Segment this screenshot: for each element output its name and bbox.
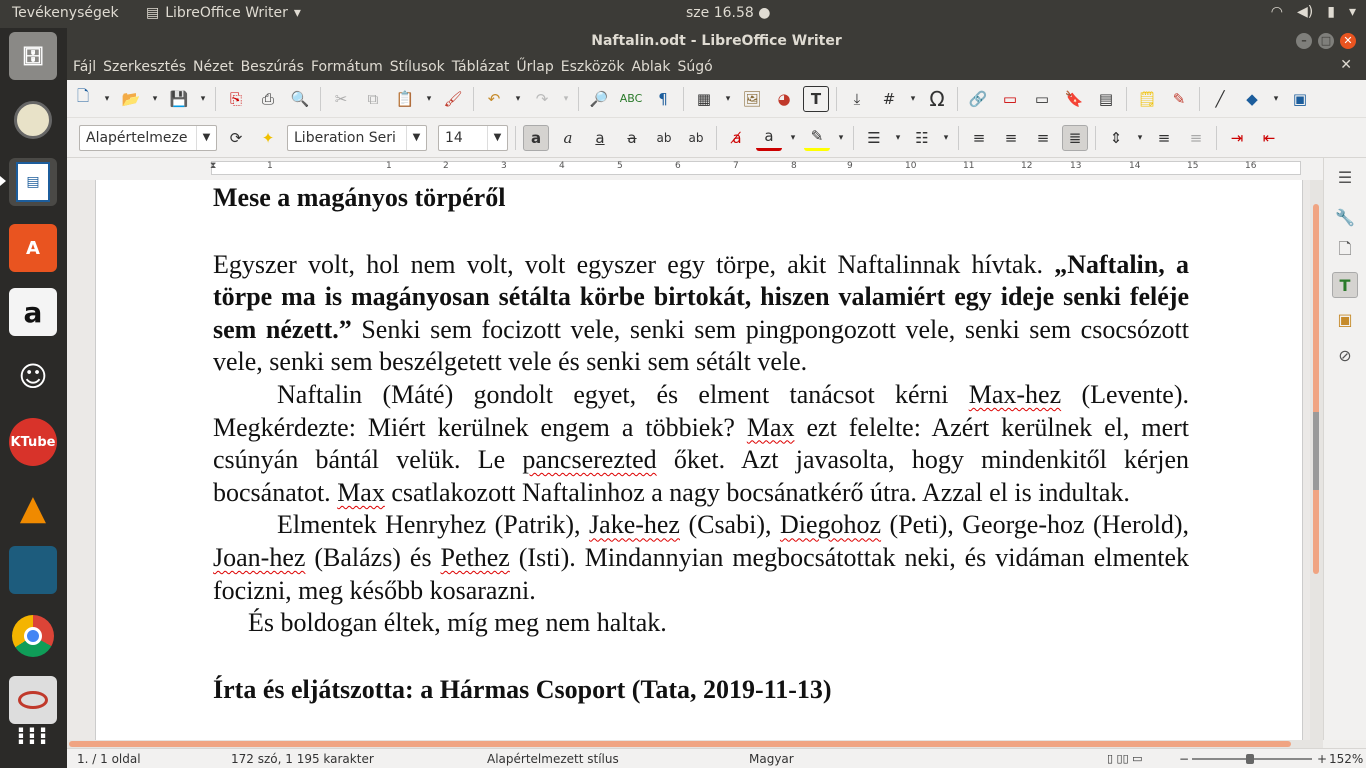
separator — [1199, 87, 1200, 111]
insert-textbox-icon[interactable]: T — [803, 86, 829, 112]
menu-help[interactable]: Súgó — [677, 59, 713, 75]
window-app-icon[interactable] — [9, 546, 57, 594]
font-name-value: Liberation Seri — [294, 129, 396, 146]
separator — [320, 87, 321, 111]
ktube-icon[interactable]: KTube — [9, 418, 57, 466]
status-bar — [67, 748, 1366, 768]
separator — [716, 126, 717, 150]
vlc-icon[interactable]: ▲ — [19, 488, 47, 528]
misspelled-word: Pethez — [440, 542, 510, 572]
blank-line — [213, 640, 1189, 673]
text-run: (Peti), George-hoz (Herold), — [881, 510, 1190, 540]
text-run: Elmentek Henryhez (Patrik), — [277, 510, 590, 540]
ruler-number: 10 — [905, 161, 917, 171]
insert-image-icon[interactable]: 🖼 — [742, 89, 762, 108]
update-style-icon[interactable]: ⟳ — [229, 128, 243, 147]
numbered-list-icon[interactable]: ☷ — [915, 128, 929, 147]
document-text[interactable] — [213, 180, 1189, 708]
zoom-in-icon[interactable]: + — [1317, 752, 1328, 766]
italic-icon[interactable]: a — [563, 128, 573, 147]
font-color-icon[interactable]: a — [756, 125, 782, 151]
line-spacing-dropdown-icon[interactable]: ▾ — [1137, 132, 1143, 143]
formatting-marks-icon[interactable]: ¶ — [658, 89, 668, 108]
line-spacing-icon[interactable]: ⇕ — [1109, 128, 1123, 147]
decrease-paragraph-spacing-icon[interactable]: ≡ — [1189, 128, 1203, 147]
increase-paragraph-spacing-icon[interactable]: ≡ — [1157, 128, 1171, 147]
clone-formatting-icon[interactable]: 🖌 — [443, 89, 463, 108]
new-style-icon[interactable]: ✦ — [261, 128, 275, 147]
paragraph-style-select[interactable] — [79, 125, 217, 151]
numbered-dropdown-icon[interactable]: ▾ — [943, 132, 949, 143]
ruler-number: 9 — [847, 161, 853, 171]
misspelled-word: Max — [337, 477, 385, 507]
font-color-dropdown-icon[interactable]: ▾ — [790, 132, 796, 143]
special-character-icon[interactable]: Ω — [929, 86, 945, 111]
ruler-number: 1 — [386, 161, 392, 171]
properties-icon[interactable]: 🔧 — [1335, 207, 1355, 227]
signature-line: Írta és eljátszotta: a Hármas Csoport (Tata, 2019-11-13) — [213, 675, 832, 705]
subscript-icon[interactable]: ab — [688, 130, 704, 145]
system-tray[interactable] — [1271, 4, 1356, 20]
menu-format[interactable]: Formátum — [310, 59, 383, 75]
active-app-indicator — [0, 176, 6, 186]
menu-window[interactable]: Ablak — [631, 59, 671, 75]
text-run: Naftalin (Máté) gondolt egyet, és elment tanácsot kérni — [277, 379, 969, 409]
print-icon[interactable]: ⎙ — [261, 89, 274, 108]
launcher — [0, 28, 67, 768]
hyperlink-icon[interactable]: 🔗 — [968, 89, 988, 108]
font-size-select[interactable] — [438, 125, 508, 151]
open-icon[interactable]: 📂 — [121, 89, 141, 108]
menu-tools[interactable]: Eszközök — [560, 59, 625, 75]
align-left-icon[interactable]: ≡ — [972, 128, 986, 147]
word-count[interactable]: 172 szó, 1 195 karakter — [231, 752, 374, 766]
cross-reference-icon[interactable]: ▤ — [1098, 89, 1114, 108]
menu-edit[interactable]: Szerkesztés — [103, 59, 187, 75]
misspelled-word: Jake-hez — [589, 510, 680, 540]
blank-line — [213, 216, 1189, 249]
bold-quote: „Naftalin, a törpe ma is magányosan sétálta körbe birtokát, hiszen valamiért egy ideje senki feléje sem nézett.” — [213, 249, 1189, 344]
copy-icon[interactable]: ⧉ — [367, 89, 379, 108]
activities-button[interactable]: Tevékenységek — [12, 5, 119, 21]
power-menu-icon[interactable]: ▾ — [1348, 4, 1356, 20]
clear-formatting-icon[interactable]: a̸ — [732, 128, 742, 147]
text-run: őket. Azt javasolta, hogy mindenkitől kérjen bocsánatot. — [213, 445, 1189, 507]
text-run: (Balázs) és — [305, 542, 441, 572]
vertical-scroll-thumb[interactable] — [1313, 204, 1319, 574]
text-run: (Isti). Mindannyian megbocsátottak neki, és vidáman elmentek focizni, meg később kosarazni. — [213, 542, 1190, 605]
misspelled-word: pancserezted — [522, 445, 657, 475]
vertical-scrollbar[interactable] — [1310, 180, 1323, 740]
ruler-number: 14 — [1129, 161, 1141, 171]
text-run: csatlakozott Naftalinhoz a nagy bocsánatkérő útra. Azzal el is indultak. — [384, 477, 1130, 507]
draw-functions-icon[interactable]: ▣ — [1292, 89, 1308, 108]
find-replace-icon[interactable]: 🔎 — [589, 89, 609, 108]
text-run: (Csabi), — [679, 510, 780, 540]
print-preview-icon[interactable]: 🔍 — [290, 89, 310, 108]
separator — [1216, 126, 1217, 150]
text-run: Senki sem focizott vele, senki sem pingpongozott vele, senki sem csocsózott vele, senki sem beszélgetett vele és senki sem sétált vele. — [213, 314, 1189, 377]
navigator-icon[interactable]: ⊘ — [1338, 345, 1352, 365]
amazon-icon[interactable]: a — [9, 288, 57, 336]
basic-shapes-icon[interactable]: ◆ — [1246, 89, 1258, 108]
misspelled-word: Diegohoz — [779, 510, 882, 540]
clock-label: sze 16.58 — [686, 5, 754, 21]
insert-line-icon[interactable]: ╱ — [1215, 89, 1225, 108]
horizontal-ruler[interactable] — [67, 158, 1323, 180]
paste-icon[interactable]: 📋 — [395, 89, 415, 108]
field-dropdown-icon[interactable]: ▾ — [910, 93, 916, 104]
page-icon[interactable]: 🗋 — [1338, 238, 1352, 258]
cut-icon[interactable]: ✂ — [334, 89, 348, 108]
formatting-toolbar — [67, 118, 1366, 158]
highlight-dropdown-icon[interactable]: ▾ — [838, 132, 844, 143]
spelling-icon[interactable]: ABC — [619, 92, 643, 105]
close-document-icon[interactable]: ✕ — [1340, 57, 1352, 73]
text-run: (Levente). Megkérdezte: Miért kerülnek engem a többiek? — [213, 379, 1189, 442]
redo-icon[interactable]: ↷ — [535, 89, 549, 108]
chevron-down-icon: ▼ — [487, 126, 507, 150]
zoom-slider-handle[interactable] — [1246, 754, 1254, 764]
ruler-number: 13 — [1070, 161, 1082, 171]
footnote-icon[interactable]: ▭ — [1002, 89, 1018, 108]
gallery-icon[interactable]: ▣ — [1337, 309, 1353, 329]
bold-icon[interactable]: a — [523, 125, 549, 151]
maximize-button[interactable]: □ — [1318, 33, 1334, 49]
decrease-indent-icon[interactable]: ⇤ — [1262, 128, 1276, 147]
scroll-position-marker — [1313, 412, 1319, 490]
unknown-app-icon[interactable]: ☺ — [18, 359, 48, 393]
paragraph-4: És boldogan éltek, míg meg nem haltak. — [248, 608, 667, 638]
minimize-button[interactable]: – — [1296, 33, 1312, 49]
volume-icon[interactable]: ◀) — [1297, 4, 1314, 20]
window-titlebar — [67, 28, 1366, 54]
chevron-down-icon: ▼ — [406, 126, 426, 150]
wifi-icon[interactable]: ◠ — [1270, 4, 1284, 20]
redo-dropdown-icon[interactable]: ▾ — [563, 93, 569, 104]
text-run: Egyszer volt, hol nem volt, volt egyszer egy törpe, akit Naftalinnak hívtak. — [213, 249, 1055, 279]
misspelled-word: Joan-hez — [213, 542, 306, 572]
app-menu-label: LibreOffice Writer — [165, 5, 288, 21]
separator — [473, 87, 474, 111]
clock[interactable] — [686, 5, 770, 21]
writer-small-icon: ▤ — [146, 5, 160, 21]
app-grid-icon[interactable]: ⁝⁝⁝ — [16, 722, 50, 750]
underline-icon[interactable]: a — [595, 128, 605, 147]
menu-form[interactable]: Űrlap — [516, 59, 554, 75]
page-count[interactable]: 1. / 1 oldal — [77, 752, 141, 766]
styles-icon[interactable]: T — [1332, 272, 1358, 298]
chevron-down-icon: ▾ — [293, 5, 301, 21]
endnote-icon[interactable]: ▭ — [1034, 89, 1050, 108]
font-size-value: 14 — [445, 129, 463, 146]
undo-dropdown-icon[interactable]: ▾ — [515, 93, 521, 104]
align-center-icon[interactable]: ≡ — [1004, 128, 1018, 147]
notification-dot-icon: ● — [758, 5, 771, 21]
menu-table[interactable]: Táblázat — [451, 59, 510, 75]
separator — [1126, 87, 1127, 111]
separator — [578, 87, 579, 111]
horizontal-scroll-thumb[interactable] — [69, 741, 1291, 747]
table-dropdown-icon[interactable]: ▾ — [725, 93, 731, 104]
document-page[interactable] — [95, 180, 1303, 740]
comment-icon[interactable]: 🗒 — [1137, 89, 1157, 108]
misspelled-word: Max-hez — [968, 379, 1062, 409]
view-layout-icons[interactable]: ▯ ▯▯ ▭ — [1107, 752, 1143, 765]
separator — [853, 126, 854, 150]
paragraph-style-value: Alapértelmeze — [86, 129, 188, 146]
ruler-number: 11 — [963, 161, 975, 171]
window-title: Naftalin.odt - LibreOffice Writer — [591, 33, 842, 49]
chrome-icon[interactable] — [9, 612, 57, 660]
save-icon[interactable]: 💾 — [169, 89, 189, 108]
justify-icon[interactable]: ≣ — [1062, 125, 1088, 151]
ruler-number: 1 — [267, 161, 273, 171]
bullet-list-icon[interactable]: ☰ — [867, 128, 881, 147]
misspelled-word: Max — [746, 412, 795, 442]
separator — [515, 126, 516, 150]
menubar — [67, 54, 1366, 80]
paragraph-3 — [213, 509, 1189, 607]
ruler-indent-marker[interactable]: ⧗ — [210, 161, 217, 171]
standard-toolbar — [67, 80, 1366, 118]
shapes-dropdown-icon[interactable]: ▾ — [1273, 93, 1279, 104]
ruler-number: 8 — [791, 161, 797, 171]
page-break-icon[interactable]: ⤓ — [853, 89, 861, 108]
files-icon[interactable]: 🗄 — [9, 32, 57, 80]
zoom-out-icon[interactable]: − — [1179, 752, 1190, 766]
app-menu[interactable] — [146, 5, 301, 21]
software-center-icon[interactable]: A — [9, 224, 57, 272]
separator — [836, 87, 837, 111]
bullet-dropdown-icon[interactable]: ▾ — [895, 132, 901, 143]
strikethrough-icon[interactable]: a — [627, 128, 637, 147]
insert-table-icon[interactable]: ▦ — [696, 89, 712, 108]
ruler-number: 5 — [617, 161, 623, 171]
document-area[interactable] — [67, 180, 1323, 740]
bookmark-icon[interactable]: 🔖 — [1064, 89, 1084, 108]
sidebar-menu-icon[interactable]: ☰ — [1337, 167, 1353, 187]
ruler-number: 2 — [443, 161, 449, 171]
ruler-number: 15 — [1187, 161, 1199, 171]
ruler-number: 6 — [675, 161, 681, 171]
zoom-level[interactable]: 152% — [1329, 752, 1364, 766]
undo-icon[interactable]: ↶ — [487, 89, 501, 108]
save-dropdown-icon[interactable]: ▾ — [200, 93, 206, 104]
rhythmbox-icon[interactable] — [9, 96, 57, 144]
track-changes-icon[interactable]: ✎ — [1172, 89, 1186, 108]
battery-icon[interactable]: ▮ — [1327, 4, 1335, 20]
open-dropdown-icon[interactable]: ▾ — [152, 93, 158, 104]
superscript-icon[interactable]: ab — [656, 130, 672, 145]
increase-indent-icon[interactable]: ⇥ — [1230, 128, 1244, 147]
new-dropdown-icon[interactable]: ▾ — [104, 93, 110, 104]
menu-view[interactable]: Nézet — [193, 59, 234, 75]
separator — [1095, 126, 1096, 150]
page-style[interactable]: Alapértelmezett stílus — [487, 752, 619, 766]
top-panel — [0, 0, 1366, 28]
font-name-select[interactable] — [287, 125, 427, 151]
insert-chart-icon[interactable]: ◕ — [777, 89, 791, 108]
libreoffice-writer-icon[interactable]: ▤ — [9, 158, 57, 206]
highlight-icon[interactable]: ✎ — [804, 125, 830, 151]
menu-file[interactable]: Fájl — [73, 59, 97, 75]
new-document-icon[interactable]: 🗋 — [76, 87, 90, 105]
sidebar-deck — [1323, 158, 1366, 740]
align-right-icon[interactable]: ≡ — [1036, 128, 1050, 147]
text-run: ezt felelte: Azért kerülnek el, mert csúnyán bántál velük. Le — [213, 412, 1189, 475]
paste-dropdown-icon[interactable]: ▾ — [426, 93, 432, 104]
paragraph-1 — [213, 249, 1189, 379]
menu-styles[interactable]: Stílusok — [389, 59, 445, 75]
paragraph-2 — [213, 379, 1189, 509]
ruler-number: 4 — [559, 161, 565, 171]
separator — [683, 87, 684, 111]
menu-insert[interactable]: Beszúrás — [240, 59, 304, 75]
ruler-number: 3 — [501, 161, 507, 171]
document-title: Mese a magányos törpéről — [213, 183, 506, 212]
ruler-number: 7 — [733, 161, 739, 171]
export-pdf-icon[interactable]: ⎘ — [229, 89, 242, 108]
separator — [958, 126, 959, 150]
close-button[interactable]: ✕ — [1340, 33, 1356, 49]
insert-field-icon[interactable]: # — [882, 89, 896, 108]
horizontal-scrollbar[interactable] — [67, 740, 1323, 748]
ruler-number: 12 — [1021, 161, 1033, 171]
ruler-number: 16 — [1245, 161, 1257, 171]
separator — [957, 87, 958, 111]
separator — [215, 87, 216, 111]
chevron-down-icon: ▼ — [196, 126, 216, 150]
language[interactable]: Magyar — [749, 752, 794, 766]
